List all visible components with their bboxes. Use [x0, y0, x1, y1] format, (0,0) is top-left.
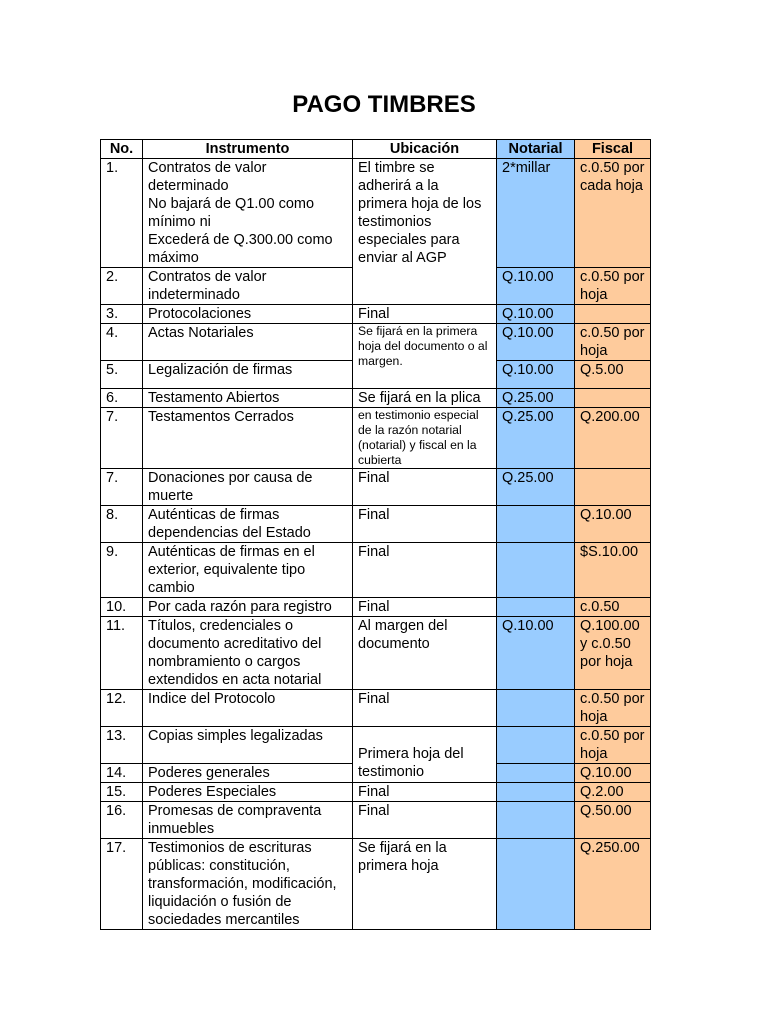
- row-instrumento: Contratos de valor indeterminado: [143, 268, 353, 305]
- row-notarial: [497, 839, 575, 930]
- row-number: 7.: [101, 408, 143, 469]
- row-instrumento: Testamento Abiertos: [143, 389, 353, 408]
- row-instrumento: Legalización de firmas: [143, 361, 353, 389]
- row-notarial: Q.10.00: [497, 305, 575, 324]
- row-number: 14.: [101, 764, 143, 783]
- row-notarial: Q.10.00: [497, 268, 575, 305]
- table-row: [101, 839, 651, 930]
- row-fiscal: Q.200.00: [575, 408, 651, 469]
- row-fiscal: Q.2.00: [575, 783, 651, 802]
- row-fiscal: $S.10.00: [575, 543, 651, 598]
- row-instrumento: Testimonios de escrituras públicas: constitución, transformación, modificación, liquidación o fusión de sociedades mercantiles: [143, 839, 353, 930]
- row-notarial: [497, 598, 575, 617]
- row-fiscal: Q.5.00: [575, 361, 651, 389]
- table-row: [101, 159, 651, 268]
- row-notarial: Q.25.00: [497, 389, 575, 408]
- row-notarial: Q.25.00: [497, 469, 575, 506]
- row-instrumento: Poderes generales: [143, 764, 353, 783]
- row-number: 7.: [101, 469, 143, 506]
- table-row: [101, 389, 651, 408]
- row-notarial: [497, 783, 575, 802]
- row-instrumento: Auténticas de firmas en el exterior, equivalente tipo cambio: [143, 543, 353, 598]
- row-number: 15.: [101, 783, 143, 802]
- row-fiscal: Q.50.00: [575, 802, 651, 839]
- row-number: 1.: [101, 159, 143, 268]
- row-notarial: 2*millar: [497, 159, 575, 268]
- row-instrumento: Títulos, credenciales o documento acreditativo del nombramiento o cargos extendidos en acta notarial: [143, 617, 353, 690]
- row-ubicacion: Final: [353, 802, 497, 839]
- row-number: 16.: [101, 802, 143, 839]
- table-row: [101, 324, 651, 361]
- table-row: [101, 543, 651, 598]
- row-notarial: [497, 506, 575, 543]
- page-title: PAGO TIMBRES: [292, 91, 476, 118]
- row-number: 17.: [101, 839, 143, 930]
- row-number: 6.: [101, 389, 143, 408]
- row-ubicacion: Final: [353, 543, 497, 598]
- row-ubicacion: Primera hoja del testimonio: [353, 727, 497, 783]
- row-instrumento: [143, 159, 353, 268]
- row-notarial: [497, 764, 575, 783]
- table-row: [101, 783, 651, 802]
- table-row: [101, 617, 651, 690]
- row-instrumento: Por cada razón para registro: [143, 598, 353, 617]
- table-row: [101, 408, 651, 469]
- row-ubicacion: El timbre se adherirá a la primera hoja de los testimonios especiales para enviar al AGP: [353, 159, 497, 305]
- row-instrumento: Copias simples legalizadas: [143, 727, 353, 764]
- stamps-table: [100, 139, 651, 930]
- row-instrumento: Actas Notariales: [143, 324, 353, 361]
- table-row: [101, 727, 651, 764]
- row-ubicacion: Final: [353, 598, 497, 617]
- row-notarial: Q.10.00: [497, 617, 575, 690]
- row-ubicacion: Final: [353, 469, 497, 506]
- row-number: 13.: [101, 727, 143, 764]
- row-number: 11.: [101, 617, 143, 690]
- row-number: 10.: [101, 598, 143, 617]
- row-instrumento: Protocolaciones: [143, 305, 353, 324]
- row-instrumento: Donaciones por causa de muerte: [143, 469, 353, 506]
- row-ubicacion: Se fijará en la plica: [353, 389, 497, 408]
- row-fiscal: [575, 389, 651, 408]
- row-number: 2.: [101, 268, 143, 305]
- row-fiscal: [575, 469, 651, 506]
- row-number: 5.: [101, 361, 143, 389]
- row-fiscal: c.0.50 por hoja: [575, 690, 651, 727]
- row-instrumento: Promesas de compraventa inmuebles: [143, 802, 353, 839]
- row-fiscal: c.0.50: [575, 598, 651, 617]
- row-fiscal: Q.250.00: [575, 839, 651, 930]
- row-instrumento: Indice del Protocolo: [143, 690, 353, 727]
- row-number: 9.: [101, 543, 143, 598]
- row-ubicacion: Se fijará en la primera hoja del documento o al margen.: [353, 324, 497, 389]
- header-instrumento: Instrumento: [143, 140, 353, 159]
- row-fiscal: Q.10.00: [575, 506, 651, 543]
- row-notarial: [497, 543, 575, 598]
- header-row: [101, 140, 651, 159]
- row-fiscal: Q.10.00: [575, 764, 651, 783]
- table-row: [101, 802, 651, 839]
- header-ubicacion: Ubicación: [353, 140, 497, 159]
- row-notarial: Q.25.00: [497, 408, 575, 469]
- row-ubicacion: Final: [353, 506, 497, 543]
- instrumento-line: Contratos de valor determinado No bajará de Q1.00 como mínimo ni Excederá de Q.300.00 como máximo: [148, 160, 333, 266]
- table-row: [101, 506, 651, 543]
- row-notarial: [497, 727, 575, 764]
- row-number: 8.: [101, 506, 143, 543]
- row-number: 3.: [101, 305, 143, 324]
- row-fiscal: c.0.50 por hoja: [575, 324, 651, 361]
- table-row: [101, 598, 651, 617]
- row-ubicacion: Final: [353, 690, 497, 727]
- row-number: 4.: [101, 324, 143, 361]
- row-notarial: Q.10.00: [497, 361, 575, 389]
- table-row: [101, 469, 651, 506]
- row-fiscal: c.0.50 por cada hoja: [575, 159, 651, 268]
- row-ubicacion: Se fijará en la primera hoja: [353, 839, 497, 930]
- row-fiscal: c.0.50 por hoja: [575, 268, 651, 305]
- row-instrumento: Testamentos Cerrados: [143, 408, 353, 469]
- row-number: 12.: [101, 690, 143, 727]
- row-notarial: [497, 690, 575, 727]
- row-instrumento: Poderes Especiales: [143, 783, 353, 802]
- row-ubicacion: Final: [353, 783, 497, 802]
- table-row: [101, 690, 651, 727]
- row-fiscal: Q.100.00 y c.0.50 por hoja: [575, 617, 651, 690]
- header-notarial: Notarial: [497, 140, 575, 159]
- row-ubicacion: Al margen del documento: [353, 617, 497, 690]
- row-fiscal: c.0.50 por hoja: [575, 727, 651, 764]
- row-notarial: Q.10.00: [497, 324, 575, 361]
- table-row: [101, 305, 651, 324]
- row-notarial: [497, 802, 575, 839]
- header-no: No.: [101, 140, 143, 159]
- row-fiscal: [575, 305, 651, 324]
- row-ubicacion: Final: [353, 305, 497, 324]
- header-fiscal: Fiscal: [575, 140, 651, 159]
- row-ubicacion: en testimonio especial de la razón notarial (notarial) y fiscal en la cubierta: [353, 408, 497, 469]
- row-instrumento: Auténticas de firmas dependencias del Estado: [143, 506, 353, 543]
